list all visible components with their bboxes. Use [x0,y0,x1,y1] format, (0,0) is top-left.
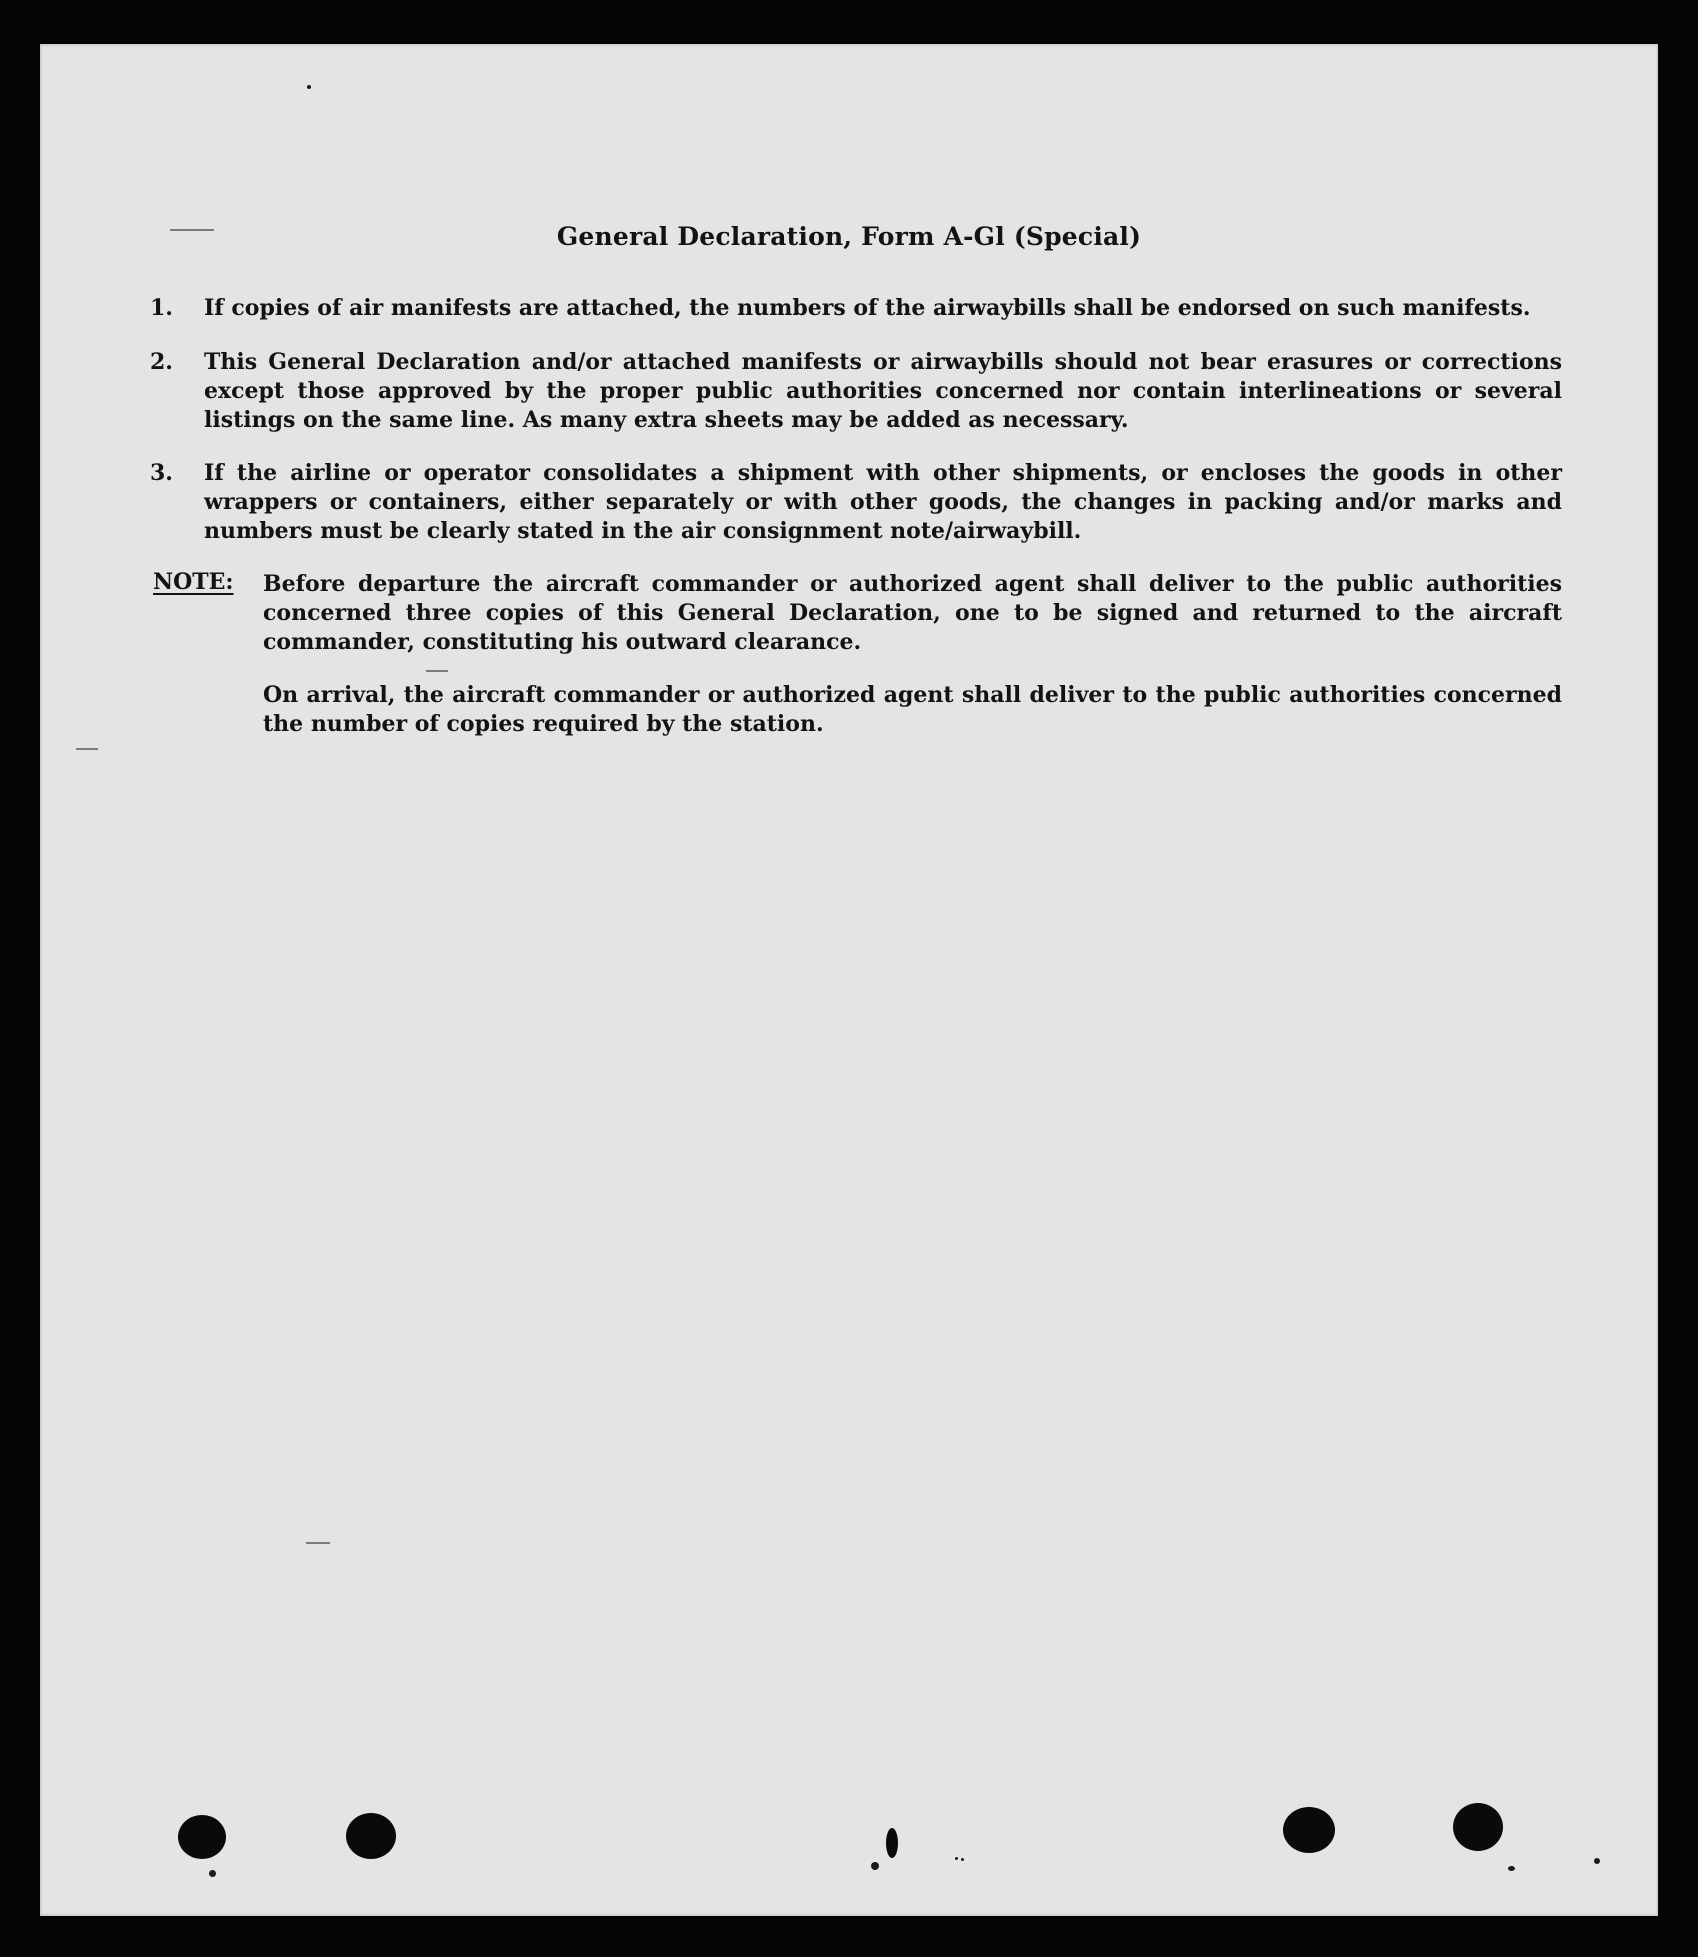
scan-speck [871,1862,879,1870]
punch-hole-mark [178,1815,226,1859]
punch-hole-mark [1453,1803,1503,1851]
scan-speck [307,85,311,89]
note-paragraph-2: On arrival, the aircraft commander or authorized agent shall deliver to the public authorities concerned the number of copies required by the station. [263,682,1562,737]
scan-speck [961,1858,964,1861]
item-number: 2. [150,349,173,375]
note-paragraph-1: Before departure the aircraft commander or authorized agent shall deliver to the public authorities concerned three copies of this General Declaration, one to be signed and returned to the aircraft commander, constituting his outward clearance. [263,571,1562,655]
item-text: If the airline or operator consolidates a shipment with other shipments, or encloses the goods in other wrappers or containers, either separately or with other goods, the changes in packing and/or marks and numbers must be clearly stated in the air consignment note/airwaybill. [204,460,1562,544]
item-number: 1. [150,295,173,321]
document-title: General Declaration, Form A-Gl (Special) [556,222,1142,251]
item-number: 3. [150,460,173,486]
item-text: If copies of air manifests are attached, the numbers of the airwaybills shall be endorsed on such manifests. [204,295,1531,321]
punch-hole-mark [346,1813,396,1859]
paper-sheet [40,44,1658,1916]
scan-speck [1508,1866,1515,1871]
scan-speck [209,1870,216,1877]
scan-speck [955,1857,958,1860]
punch-hole-mark [1283,1807,1335,1853]
margin-mark [170,229,214,231]
note-label-text: NOTE: [153,569,234,595]
item-text: This General Declaration and/or attached manifests or airwaybills should not bear erasures or corrections except those approved by the proper public authorities concerned nor contain interlineations or several listings on the same line. As many extra sheets may be added as necessary. [204,349,1562,433]
margin-mark [76,748,98,750]
scan-speck [1594,1858,1600,1864]
margin-mark [426,670,448,672]
punch-hole-mark [886,1828,898,1858]
note-label [153,568,234,597]
margin-mark [306,1542,330,1544]
